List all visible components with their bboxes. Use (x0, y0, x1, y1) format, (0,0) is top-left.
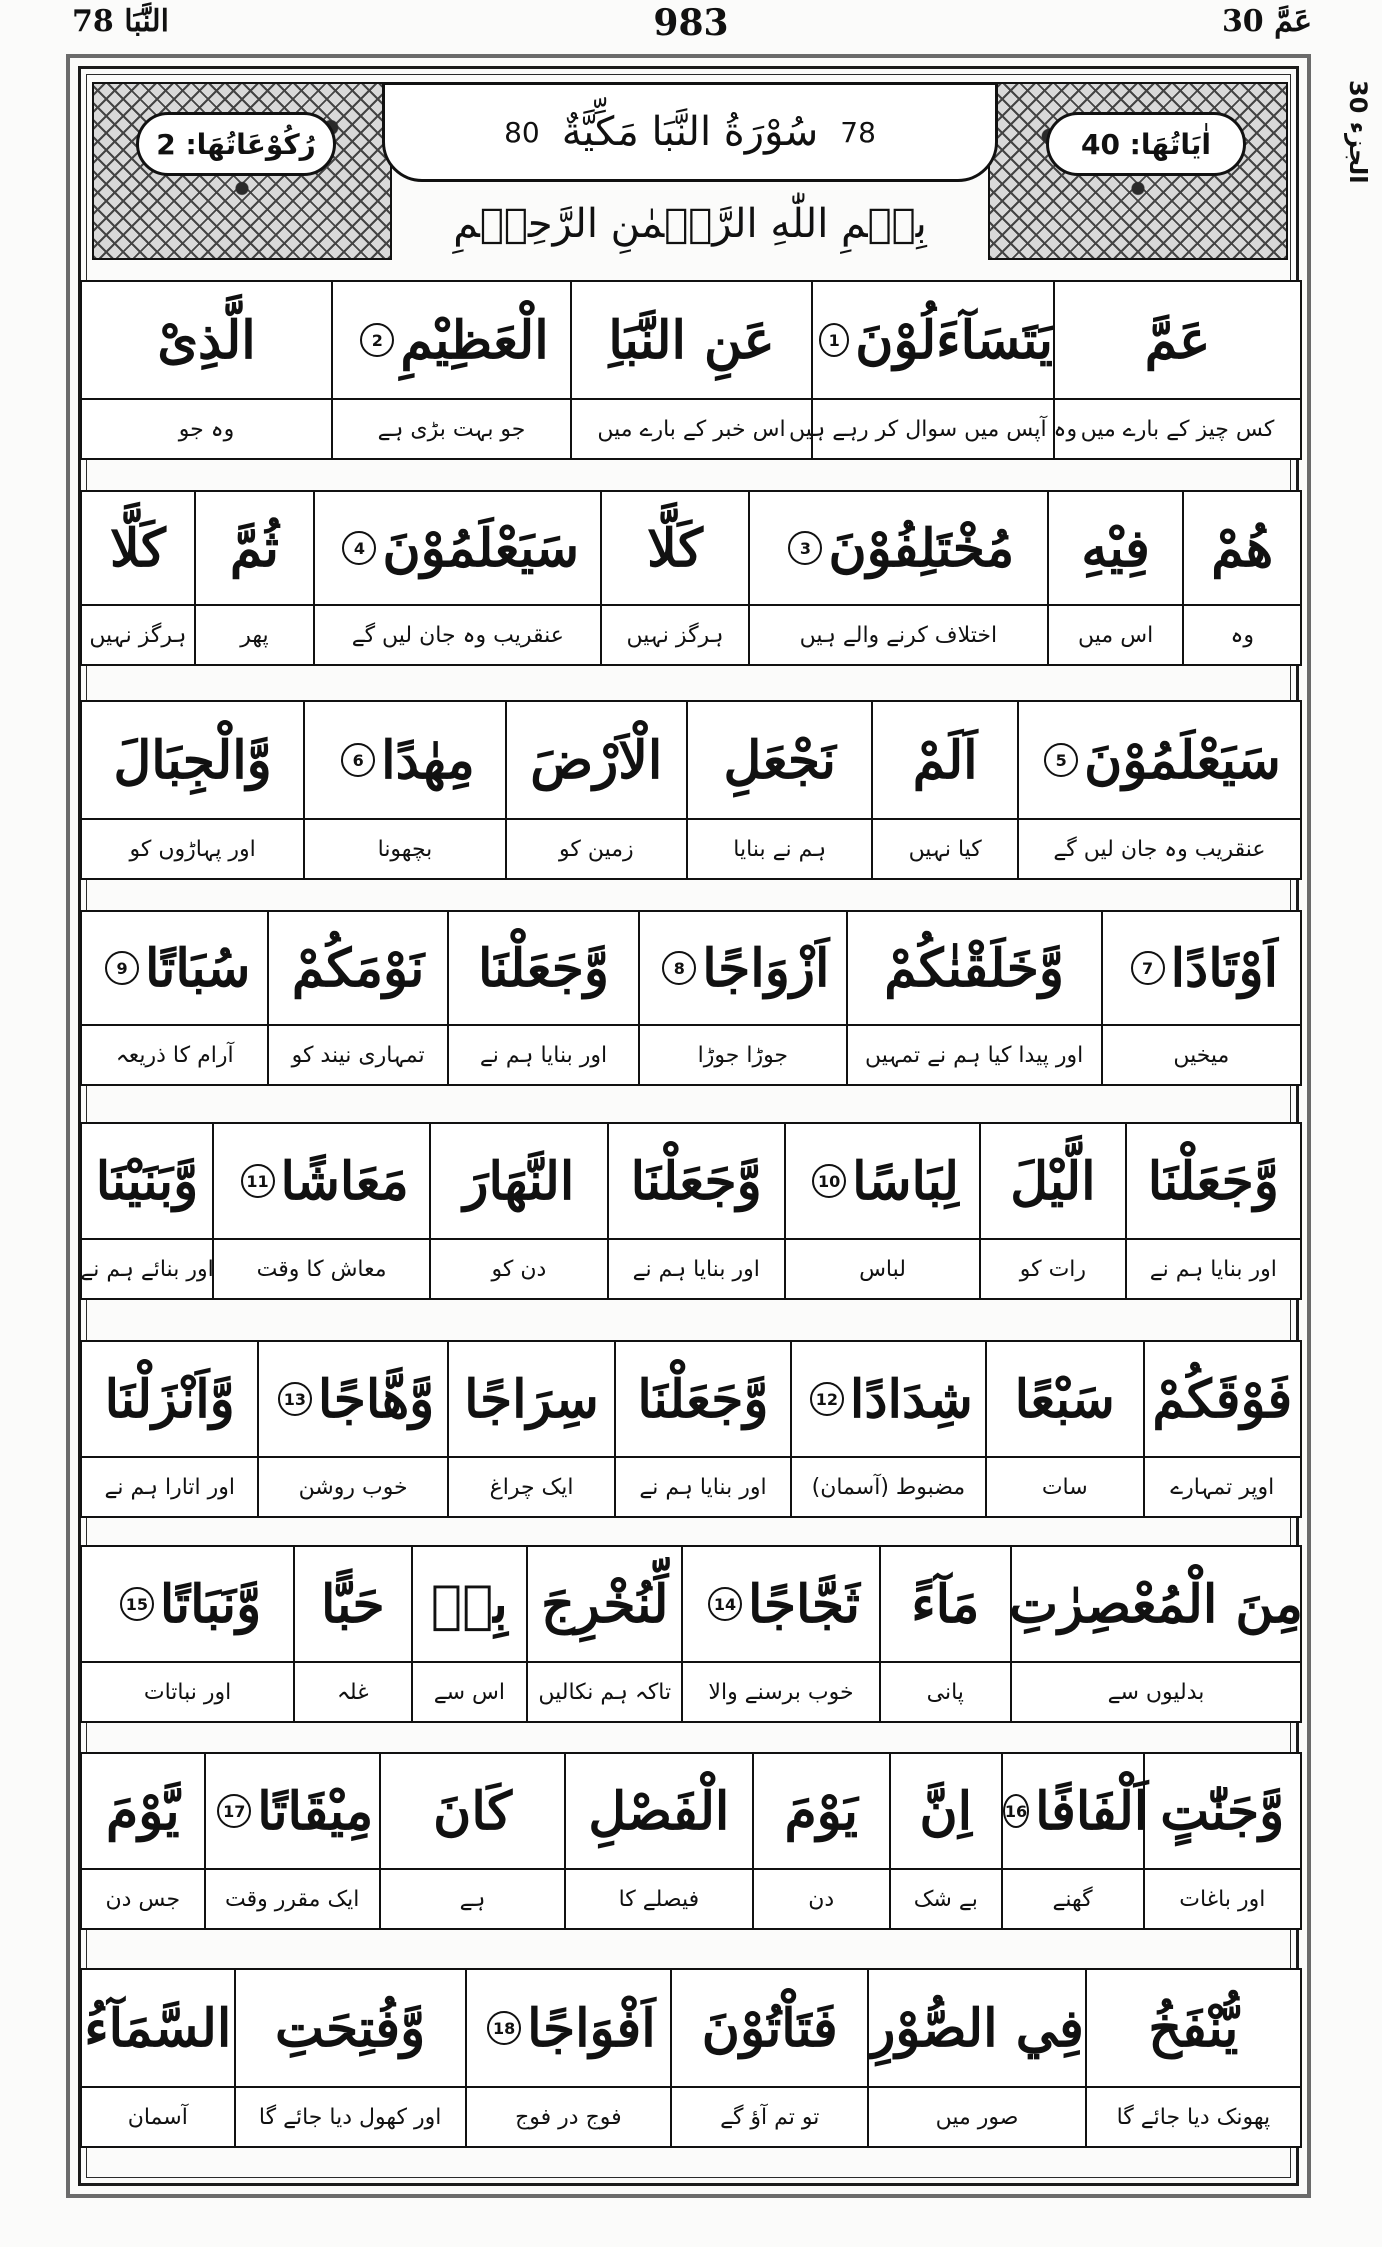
arabic-word (873, 702, 1017, 818)
urdu-translation: اور بنایا ہم نے (449, 1024, 638, 1084)
arabic-word-text: مُخْتَلِفُوْنَ (828, 517, 1015, 579)
word-cell (879, 1547, 1010, 1721)
arabic-word-text: سَيَعْلَمُوْنَ (1084, 729, 1281, 791)
urdu-translation: جو بہت بڑی ہے (333, 398, 570, 458)
arabic-word (891, 1754, 1001, 1868)
urdu-translation: اور پہاڑوں کو (82, 818, 303, 878)
word-cell (447, 912, 638, 1084)
ayah-number-marker: 3 (788, 531, 822, 565)
arabic-word (1019, 702, 1300, 818)
arabic-word-text: وَّجَعَلْنَا (637, 1368, 769, 1430)
ayah-number-marker: 9 (105, 951, 139, 985)
word-cell (1009, 1547, 1303, 1721)
arabic-word-text: لِبَاسًا (852, 1150, 959, 1212)
urdu-translation: جس دن (82, 1868, 204, 1928)
arabic-word (82, 912, 267, 1024)
word-table-row-2 (80, 490, 1302, 666)
ayah-number-marker: 6 (341, 743, 375, 777)
arabic-word-text: الَّذِیْ (157, 309, 256, 371)
word-cell (600, 492, 748, 664)
word-cell (1143, 1342, 1300, 1516)
urdu-translation: آسمان (82, 2086, 234, 2146)
arabic-word-text: عَمَّ (1144, 309, 1211, 371)
arabic-word-text: يُّنْفَخُ (1148, 1997, 1239, 2059)
arabic-word-text: فَتَاْتُوْنَ (701, 1997, 838, 2059)
ayah-number-marker: 13 (278, 1382, 312, 1416)
arabic-word-text: كَلَّا (109, 517, 166, 579)
arabic-word-text: النَّهَارَ (463, 1150, 575, 1212)
arabic-word (82, 1547, 293, 1661)
surah-title: سُوْرَةُ النَّبَا مَكِّيَّةٌ (561, 109, 819, 155)
juz-side-label: الجزء 30 (1344, 80, 1372, 184)
arabic-word-text: بِهٖ (430, 1573, 508, 1635)
urdu-translation: اور پیدا کیا ہم نے تمہیں (848, 1024, 1101, 1084)
arabic-word (449, 912, 638, 1024)
urdu-translation: وہ (1184, 604, 1300, 664)
urdu-translation: صور میں (869, 2086, 1084, 2146)
word-cell (194, 492, 314, 664)
arabic-word (507, 702, 686, 818)
word-table-row-8 (80, 1752, 1302, 1930)
arabic-word-text: لِّنُخْرِجَ (541, 1573, 669, 1635)
arabic-word (82, 492, 194, 604)
urdu-translation: گھنے (1003, 1868, 1143, 1928)
word-cell (429, 1124, 606, 1298)
arabic-word (683, 1547, 878, 1661)
arabic-word-text: مِنَ الْمُعْصِرٰتِ (1009, 1573, 1303, 1635)
word-cell (1047, 492, 1183, 664)
ayah-number-marker: 18 (487, 2011, 521, 2045)
arabic-word-text: اِنَّ (919, 1780, 973, 1842)
arabic-word (315, 492, 600, 604)
arabic-word-text: وَّهَّاجًا (317, 1368, 435, 1430)
urdu-translation: ہرگز نہیں (82, 604, 194, 664)
word-cell (985, 1342, 1142, 1516)
urdu-translation: معاش کا وقت (214, 1238, 429, 1298)
arabic-word-text: الَّيْلَ (1010, 1150, 1096, 1212)
urdu-translation: ہم نے بنایا (688, 818, 871, 878)
urdu-translation: اور نباتات (82, 1661, 293, 1721)
word-cell (889, 1754, 1001, 1928)
arabic-word (1003, 1754, 1149, 1868)
surah-header-left: النَّبَا 78 (72, 4, 169, 39)
arabic-word (305, 702, 504, 818)
arabic-word-text: وَّنَبَاتًا (159, 1573, 262, 1635)
arabic-word (616, 1342, 789, 1456)
ayah-number-marker: 8 (662, 951, 696, 985)
arabic-word-text: كَانَ (433, 1780, 512, 1842)
urdu-translation: سات (987, 1456, 1142, 1516)
arabic-word (881, 1547, 1010, 1661)
word-cell (82, 1970, 234, 2146)
urdu-translation: بے شک (891, 1868, 1001, 1928)
urdu-translation: لباس (786, 1238, 979, 1298)
arabic-word-text: وَّجَنّٰتٍ (1160, 1780, 1285, 1842)
urdu-translation: فوج در فوج (467, 2086, 670, 2146)
ayah-number-marker: 16 (1003, 1794, 1029, 1828)
word-cell (788, 282, 1078, 458)
arabic-word (269, 912, 446, 1024)
arabic-word-text: مِهٰدًا (381, 729, 475, 791)
arabic-word-text: وَّبَنَيْنَا (95, 1150, 199, 1212)
word-table-row-6 (80, 1340, 1302, 1518)
word-cell (313, 492, 600, 664)
urdu-translation: ہے (381, 1868, 564, 1928)
arabic-word (431, 1124, 606, 1238)
urdu-translation: پھر (196, 604, 314, 664)
word-cell (784, 1124, 979, 1298)
arabic-word (236, 1970, 465, 2086)
arabic-word (206, 1754, 379, 1868)
ayat-count-badge: اٰيَاتُهَا: 40 (1046, 112, 1246, 176)
urdu-translation: اس خبر کے بارے میں (572, 398, 811, 458)
urdu-translation: اس سے (413, 1661, 527, 1721)
word-cell (379, 1754, 564, 1928)
arabic-word-text: اَزْوَاجًا (702, 937, 830, 999)
urdu-translation: پھونک دیا جائے گا (1087, 2086, 1300, 2146)
arabic-word-text: السَّمَآءُ (84, 1997, 232, 2059)
ayah-number-marker: 7 (1131, 951, 1165, 985)
urdu-translation: تمہاری نیند کو (269, 1024, 446, 1084)
arabic-word-text: مَعَاشًا (280, 1150, 409, 1212)
word-cell (257, 1342, 446, 1516)
arabic-word (381, 1754, 564, 1868)
urdu-translation: خوب برسنے والا (683, 1661, 878, 1721)
ayah-number-marker: 10 (812, 1164, 846, 1198)
word-cell (267, 912, 446, 1084)
arabic-word (1103, 912, 1300, 1024)
word-cell (82, 492, 194, 664)
word-cell (1053, 282, 1300, 458)
ayah-number-marker: 17 (217, 1794, 251, 1828)
arabic-word-text: اَوْتَادًا (1170, 937, 1279, 999)
arabic-word-text: اَلَمْ (912, 729, 978, 791)
word-cell (670, 1970, 867, 2146)
arabic-word (848, 912, 1101, 1024)
word-cell (564, 1754, 751, 1928)
ayah-number-marker: 15 (120, 1587, 154, 1621)
word-cell (82, 1124, 212, 1298)
urdu-translation: بدلیوں سے (1012, 1661, 1300, 1721)
word-cell (293, 1547, 411, 1721)
arabic-word-text: سُبَاتًا (145, 937, 251, 999)
arabic-word (82, 702, 303, 818)
arabic-word-text: حَبًّا (320, 1573, 385, 1635)
ayah-number-marker: 11 (241, 1164, 275, 1198)
arabic-word-text: وَّخَلَقْنٰكُمْ (884, 937, 1064, 999)
arabic-word (566, 1754, 751, 1868)
arabic-word-text: الْفَصْلِ (588, 1780, 730, 1842)
word-cell (570, 282, 811, 458)
word-table-row-7 (80, 1545, 1302, 1723)
urdu-translation: ہرگز نہیں (602, 604, 748, 664)
urdu-translation: وہ جو (82, 398, 331, 458)
arabic-word-text: سَبْعًا (1014, 1368, 1115, 1430)
word-cell (607, 1124, 784, 1298)
arabic-word (1049, 492, 1183, 604)
urdu-translation: غلہ (295, 1661, 411, 1721)
urdu-translation: اور بنایا ہم نے (609, 1238, 784, 1298)
word-cell (979, 1124, 1124, 1298)
arabic-word (688, 702, 871, 818)
arabic-word-text: اَلْفَافًا (1035, 1780, 1149, 1842)
arabic-word-text: كَلَّا (647, 517, 703, 579)
urdu-translation: آرام کا ذریعہ (82, 1024, 267, 1084)
word-cell (681, 1547, 878, 1721)
word-table-row-3 (80, 700, 1302, 880)
word-cell (686, 702, 871, 878)
arabic-word (609, 1124, 784, 1238)
word-cell (82, 282, 331, 458)
urdu-translation: اوپر تمہارے (1145, 1456, 1300, 1516)
arabic-word-text: وَّاَنْزَلْنَا (104, 1368, 235, 1430)
word-cell (447, 1342, 614, 1516)
arabic-word-text: عَنِ النَّبَاِ (608, 309, 775, 371)
surah-order-number: 80 (504, 115, 540, 149)
arabic-word-text: وَّجَعَلْنَا (477, 937, 610, 999)
arabic-word-text: فِي الصُّوْرِ (870, 1997, 1084, 2059)
arabic-word-text: وَّفُتِحَتِ (274, 1997, 426, 2059)
urdu-translation: عنقریب وہ جان لیں گے (1019, 818, 1300, 878)
urdu-translation: جوڑا جوڑا (640, 1024, 845, 1084)
arabic-word (82, 282, 331, 398)
page-number: 983 (653, 2, 729, 44)
word-cell (1143, 1754, 1300, 1928)
arabic-word (196, 492, 314, 604)
urdu-translation: اور اتارا ہم نے (82, 1456, 257, 1516)
arabic-word-text: شِدَادًا (849, 1368, 973, 1430)
arabic-word-text: يَوْمَ (784, 1780, 859, 1842)
urdu-translation: اختلاف کرنے والے ہیں (750, 604, 1047, 664)
word-cell (303, 702, 504, 878)
juz-header-right: عَمَّ 30 (1221, 4, 1312, 39)
urdu-translation: وہ آپس میں سوال کر رہے ہیں (813, 398, 1053, 458)
arabic-word-text: هُمْ (1211, 517, 1274, 579)
arabic-word (82, 1970, 234, 2086)
arabic-word (640, 912, 845, 1024)
word-cell (748, 492, 1047, 664)
arabic-word (813, 282, 1053, 398)
arabic-word-text: فَوْقَكُمْ (1152, 1368, 1293, 1430)
arabic-word-text: سَيَعْلَمُوْنَ (382, 517, 580, 579)
urdu-translation: خوب روشن (259, 1456, 446, 1516)
arabic-word-text: ثَجَّاجًا (748, 1573, 860, 1635)
arabic-word (214, 1124, 429, 1238)
word-cell (505, 702, 686, 878)
arabic-word (1145, 1342, 1300, 1456)
word-cell (234, 1970, 465, 2146)
urdu-translation: اور بنایا ہم نے (1127, 1238, 1300, 1298)
word-cell (1017, 702, 1300, 878)
urdu-translation: میخیں (1103, 1024, 1300, 1084)
urdu-translation: زمین کو (507, 818, 686, 878)
arabic-word (82, 1124, 212, 1238)
arabic-word-text: يَتَسَآءَلُوْنَ (855, 309, 1054, 371)
arabic-word (467, 1970, 670, 2086)
arabic-word-text: مَآءً (911, 1573, 980, 1635)
urdu-translation: اور بنایا ہم نے (616, 1456, 789, 1516)
arabic-word-text: سِرَاجًا (464, 1368, 599, 1430)
arabic-word (528, 1547, 681, 1661)
word-cell (867, 1970, 1084, 2146)
word-table-row-1 (80, 280, 1302, 460)
arabic-word-text: اَفْوَاجًا (527, 1997, 656, 2059)
word-cell (82, 1342, 257, 1516)
surah-title-box (382, 82, 998, 182)
arabic-word (295, 1547, 411, 1661)
arabic-word (1087, 1970, 1300, 2086)
arabic-word-text: ثُمَّ (229, 517, 279, 579)
word-cell (871, 702, 1017, 878)
word-table-row-4 (80, 910, 1302, 1086)
urdu-translation: پانی (881, 1661, 1010, 1721)
word-cell (204, 1754, 379, 1928)
word-cell (846, 912, 1101, 1084)
word-cell (638, 912, 845, 1084)
arabic-word (449, 1342, 614, 1456)
urdu-translation: اس میں (1049, 604, 1183, 664)
word-cell (1085, 1970, 1300, 2146)
word-cell (1001, 1754, 1149, 1928)
word-cell (465, 1970, 670, 2146)
ruku-count-badge: رُكُوْعَاتُهَا: 2 (136, 112, 336, 176)
arabic-word-text: الْعَظِيْمِ (400, 309, 549, 371)
urdu-translation: اور بنائے ہم نے (82, 1238, 212, 1298)
word-cell (752, 1754, 889, 1928)
arabic-word (333, 282, 570, 398)
arabic-word (82, 1754, 204, 1868)
arabic-word (572, 282, 811, 398)
word-table-row-9 (80, 1968, 1302, 2148)
urdu-translation: رات کو (981, 1238, 1124, 1298)
word-cell (614, 1342, 789, 1516)
word-cell (1125, 1124, 1300, 1298)
urdu-translation: فیصلے کا (566, 1868, 751, 1928)
word-table-row-5 (80, 1122, 1302, 1300)
arabic-word (259, 1342, 446, 1456)
surah-header (92, 82, 1288, 260)
urdu-translation: تاکہ ہم نکالیں (528, 1661, 681, 1721)
arabic-word (792, 1342, 985, 1456)
arabic-word (1009, 1547, 1303, 1661)
urdu-translation: دن (754, 1868, 889, 1928)
arabic-word-text: نَوْمَكُمْ (291, 937, 425, 999)
word-cell (82, 702, 303, 878)
ayah-number-marker: 2 (360, 323, 394, 357)
urdu-translation: تو تم آؤ گے (672, 2086, 867, 2146)
arabic-word (754, 1754, 889, 1868)
word-cell (82, 912, 267, 1084)
arabic-word (82, 1342, 257, 1456)
urdu-translation: اور کھول دیا جائے گا (236, 2086, 465, 2146)
arabic-word-text: الْاَرْضَ (530, 729, 663, 791)
urdu-translation: کیا نہیں (873, 818, 1017, 878)
word-cell (1182, 492, 1300, 664)
arabic-word-text: يَّوْمَ (106, 1780, 180, 1842)
arabic-word (672, 1970, 867, 2086)
word-cell (82, 1547, 293, 1721)
surah-number: 78 (840, 115, 876, 149)
word-cell (790, 1342, 985, 1516)
arabic-word (1127, 1124, 1300, 1238)
arabic-word (750, 492, 1047, 604)
arabic-word (869, 1970, 1084, 2086)
ayah-number-marker: 4 (342, 531, 376, 565)
bismillah: بِسۡمِ اللّٰهِ الرَّحۡمٰنِ الرَّحِيۡمِ (453, 201, 927, 247)
urdu-translation: عنقریب وہ جان لیں گے (315, 604, 600, 664)
ayah-number-marker: 5 (1044, 743, 1078, 777)
arabic-word (1145, 1754, 1300, 1868)
word-cell (82, 1754, 204, 1928)
ayah-number-marker: 14 (708, 1587, 742, 1621)
urdu-translation: مضبوط (آسمان) (792, 1456, 985, 1516)
word-cell (212, 1124, 429, 1298)
arabic-word (786, 1124, 979, 1238)
urdu-translation: دن کو (431, 1238, 606, 1298)
urdu-translation: ایک چراغ (449, 1456, 614, 1516)
arabic-word-text: وَّالْجِبَالَ (113, 729, 272, 791)
arabic-word (981, 1124, 1124, 1238)
arabic-word (1184, 492, 1300, 604)
urdu-translation: اور باغات (1145, 1868, 1300, 1928)
arabic-word-text: مِيْقَاتًا (257, 1780, 374, 1842)
arabic-word-text: وَّجَعَلْنَا (1147, 1150, 1279, 1212)
urdu-translation: بچھونا (305, 818, 504, 878)
arabic-word (413, 1547, 527, 1661)
urdu-translation: کس چیز کے بارے میں (1055, 398, 1300, 458)
ayah-number-marker: 1 (819, 323, 849, 357)
arabic-word-text: نَجْعَلِ (723, 729, 836, 791)
word-cell (411, 1547, 527, 1721)
arabic-word-text: وَّجَعَلْنَا (630, 1150, 762, 1212)
ayah-number-marker: 12 (810, 1382, 844, 1416)
arabic-word (602, 492, 748, 604)
arabic-word (1055, 282, 1300, 398)
word-cell (1101, 912, 1300, 1084)
arabic-word (987, 1342, 1142, 1456)
arabic-word-text: فِيْهِ (1081, 517, 1150, 579)
word-cell (526, 1547, 681, 1721)
word-cell (331, 282, 570, 458)
urdu-translation: ایک مقرر وقت (206, 1868, 379, 1928)
